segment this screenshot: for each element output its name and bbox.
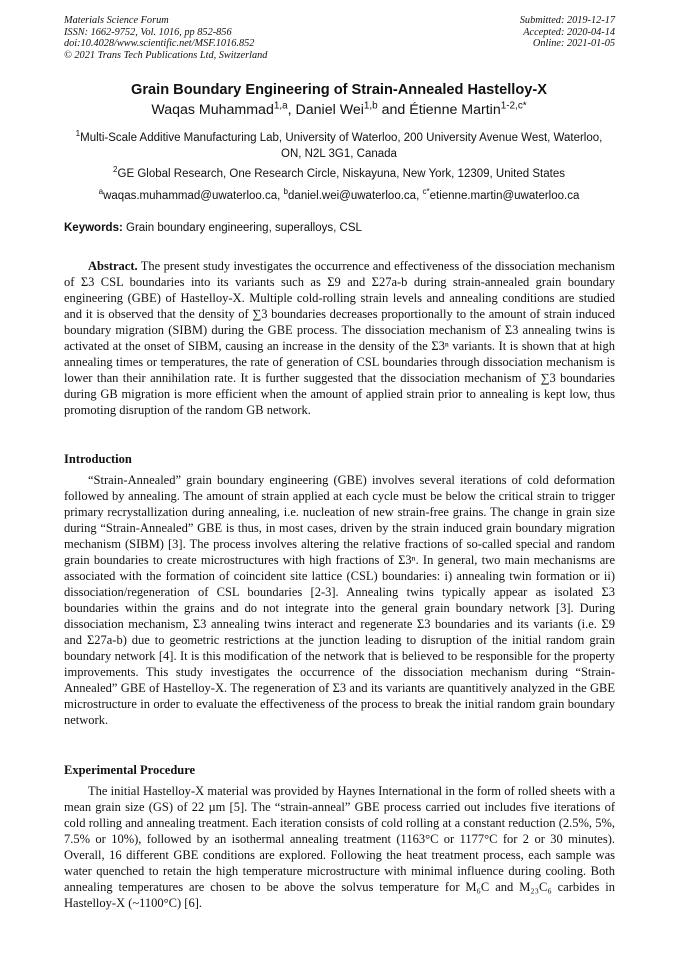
- journal-name: Materials Science Forum: [64, 15, 169, 26]
- email-c[interactable]: etienne.martin@uwaterloo.ca: [429, 190, 580, 202]
- affiliation-1: $^1$Multi-Scale Additive Manufacturing Lab, University of Waterloo, 200 University Avenue West, Waterloo, ON, N2L 3G1, Canada: [75, 129, 603, 160]
- abstract: [64, 258, 615, 418]
- publication-info: [64, 15, 267, 61]
- accepted-date: Accepted: 2020-04-14: [523, 26, 615, 38]
- author-list: Waqas Muhammad$^{1,a}$, Daniel Wei$^{1,b}$ and Étienne Martin$^{1-2,c*}$: [151, 100, 527, 118]
- paper-title: Grain Boundary Engineering of Strain-Annealed Hastelloy-X: [131, 82, 547, 98]
- copyright-line: © 2021 Trans Tech Publications Ltd, Switzerland: [64, 49, 268, 61]
- experimental-text: The initial Hastelloy-X material was provided by Haynes International in the form of rolled sheets with a mean grain size (GS) of 22 µm [5]. The “strain-anneal” GBE process carried out includes five iterations of cold rolling and annealing treatment. Each iteration consists of cold rolling at a constant reduction (2.5%, 5%, 7.5% or 10%), followed by an isothermal annealing treatment (1163°C or 1177°C for 2 or 30 minutes). Overall, 16 different GBE conditions are explored. Following the heat treatment process, each sample was water quenched to retain the high temperature microstructure with minimal influence during cooling. Both annealing temperatures are chosen to be above the solvus temperature for M₆C and M₂₃C₆ carbides in Hastelloy-X (~1100°C) [6].: [64, 784, 615, 910]
- publication-dates: [520, 15, 615, 50]
- keywords-text: Grain boundary engineering, superalloys, CSL: [126, 222, 362, 234]
- submitted-date: Submitted: 2019-12-17: [519, 15, 615, 26]
- author-name: Étienne Martin: [409, 102, 501, 118]
- email-list: $^a$waqas.muhammad@uwaterloo.ca, $^b$daniel.wei@uwaterloo.ca, $^{c*}$etienne.martin@uwaterloo.ca: [98, 187, 580, 202]
- experimental-heading: Experimental Procedure: [64, 763, 196, 777]
- abstract-label: Abstract.: [88, 259, 138, 273]
- author-superscript: 1,b: [363, 100, 378, 112]
- online-date: Online: 2021-01-05: [532, 38, 615, 50]
- author-name: Waqas Muhammad: [151, 102, 274, 118]
- introduction-text: “Strain-Annealed” grain boundary engineering (GBE) involves several iterations of cold deformation followed by annealing. The amount of strain applied at each cycle must be below the critical strain to trigger primary recrystallization during annealing, i.e. nucleation of new strain-free grains. The change in grain size during “Strain-Annealed” GBE is thus, in most cases, driven by the strain induced grain boundary migration mechanism (SIBM) [3]. The process involves altering the relative fractions of so-called special and random grain boundaries to create microstructures with high fractions of Σ3ⁿ. In general, two main mechanisms are associated with the formation of coincident site lattice (CSL) boundaries: i) annealing twin formation or ii) dissociation/regeneration of CSL boundaries [2-3]. Annealing twins typically appear as isolated Σ3 boundaries within the grains and do not integrate into the general grain boundary network [3]. During dissociation mechanism, Σ3 annealing twins interact and regenerate Σ3 boundaries and its variants (i.e. Σ9 and Σ27a-b) due to geometric restrictions at the junction leading to disruption of the initial random grain boundary network [4]. It is this modification of the network that is believed to be responsible for the property improvements. This study investigates the occurrence of the dissociation mechanism during “Strain-Annealed” GBE of Hastelloy-X. The regeneration of Σ3 and its variants are quantitively analyzed in the GBE microstructure in order to evaluate the effectiveness of the process to break the initial random grain boundary network.: [64, 473, 615, 727]
- doi-line: doi:10.4028/www.scientific.net/MSF.1016.852: [64, 38, 255, 50]
- keywords: [64, 222, 362, 234]
- keywords-label: Keywords:: [64, 222, 123, 234]
- affiliation-2: $^2$GE Global Research, One Research Circle, Niskayuna, New York, 12309, United States: [113, 165, 565, 180]
- author-superscript: 1,a: [273, 100, 288, 112]
- author-name: Daniel Wei: [295, 102, 364, 118]
- author-superscript: 1-2,c*: [500, 100, 527, 112]
- email-b[interactable]: daniel.wei@uwaterloo.ca: [288, 190, 417, 202]
- abstract-text: The present study investigates the occurrence and effectiveness of the dissociation mechanism of Σ3 CSL boundaries into its variants such as Σ9 and Σ27a-b during strain-annealed grain boundary engineering (GBE) of Hastelloy-X. Multiple cold-rolling strain levels and annealing conditions are studied and it is observed that the density of ∑3 boundaries decreases proportionally to the amount of strain induced boundary migration (SIBM) during the GBE process. The dissociation mechanism of Σ3 annealing twins is activated at the onset of SIBM, causing an increase in the density of the Σ3ⁿ variants. It is shown that at high annealing times or temperatures, the rate of generation of CSL boundaries through dissociation mechanism is lower than their annihilation rate. It is further suggested that the dissociation mechanism of ∑3 boundaries during GB migration is more efficient when the amount of applied strain prior to annealing is kept low, thus promoting disruption of the random GB network.: [64, 259, 616, 417]
- issn-line: ISSN: 1662-9752, Vol. 1016, pp 852-856: [64, 26, 232, 38]
- introduction-heading: Introduction: [64, 452, 132, 466]
- email-a[interactable]: waqas.muhammad@uwaterloo.ca: [103, 190, 278, 202]
